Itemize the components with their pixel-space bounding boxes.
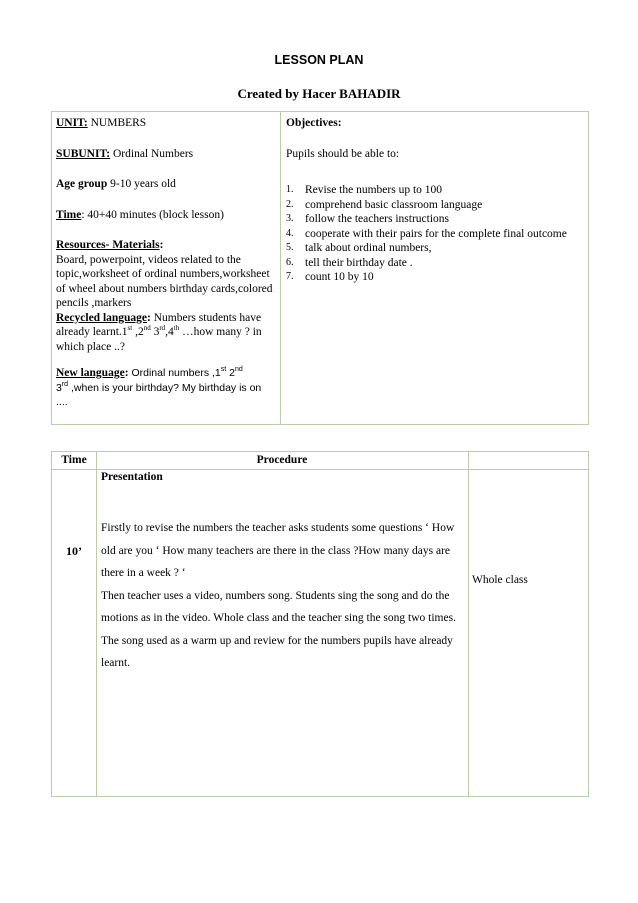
objectives-heading: Objectives:: [286, 117, 342, 129]
time-line: [56, 208, 274, 223]
list-item: 4. cooperate with their pairs for the complete final outcome: [286, 227, 567, 240]
procedure-paragraph: Firstly to revise the numbers the teacher asks students some questions ‘ How old are you ‘ How many teachers are there in the class ?How many days are there in a week ? ‘ Then teacher uses a video, numbers song. Students sing the song and do the motions as in the video. Whole class and the teacher sing the song two times. The song used as a warm up and review for the numbers pupils have already learnt.: [101, 522, 456, 669]
list-item: 2. comprehend basic classroom language: [286, 198, 483, 211]
resources-heading: Resources- Materials:: [56, 239, 164, 251]
column-divider: [96, 452, 97, 796]
procedure-content: [101, 471, 463, 675]
resources-value: Board, powerpoint, videos related to the topic,worksheet of ordinal numbers,worksheet of wheel about numbers birthday cards,colored pencils ,markers: [56, 253, 273, 309]
age-group-label: Age group: [56, 178, 108, 190]
row-time: 10’: [66, 544, 82, 558]
procedure-column-header: Procedure: [256, 454, 308, 466]
subunit-line: [56, 147, 274, 162]
objectives-intro: Pupils should be able to:: [286, 147, 400, 160]
document-title: LESSON PLAN: [274, 53, 364, 67]
procedure-table: [51, 451, 589, 797]
subunit-label: SUBUNIT:: [56, 147, 111, 160]
lesson-info-table: [51, 111, 589, 425]
list-item: 7. count 10 by 10: [286, 271, 374, 283]
unit-value: NUMBERS: [87, 117, 147, 129]
time-column-header: Time: [61, 454, 87, 466]
recycled-language-label: Recycled language: [56, 311, 148, 324]
recycled-language-line: Recycled language: Numbers students have already learnt.1st ,2nd 3rd,4th …how many ? in which place ..?: [56, 311, 262, 353]
subunit-value: Ordinal Numbers: [110, 147, 194, 160]
stage-title: Presentation: [101, 471, 163, 483]
resources-label: Resources- Materials: [56, 239, 160, 251]
column-divider: [280, 112, 281, 424]
new-language-line: New language: Ordinal numbers ,1st 2nd 3rd ,when is your birthday? My birthday is on ....: [56, 366, 262, 408]
age-group-line: [56, 177, 274, 192]
objectives-list: [286, 183, 586, 285]
column-divider: [468, 452, 469, 796]
document-author: Created by Hacer BAHADIR: [237, 86, 401, 101]
list-item: 6. tell their birthday date .: [286, 256, 413, 269]
list-item: 3. follow the teachers instructions: [286, 213, 450, 225]
lesson-details-cell: [56, 116, 274, 410]
header-divider: [52, 469, 588, 470]
list-item: 1. Revise the numbers up to 100: [286, 184, 443, 196]
age-group-value: 9-10 years old: [107, 178, 176, 190]
unit-line: [56, 116, 274, 131]
time-label: Time: [56, 208, 82, 221]
list-item: 5. talk about ordinal numbers,: [286, 242, 432, 254]
objectives-cell: [286, 116, 586, 285]
unit-label: UNIT:: [56, 117, 88, 129]
time-value: : 40+40 minutes (block lesson): [81, 208, 224, 221]
interaction-type: Whole class: [472, 574, 528, 586]
new-language-label: New language: [56, 367, 125, 379]
